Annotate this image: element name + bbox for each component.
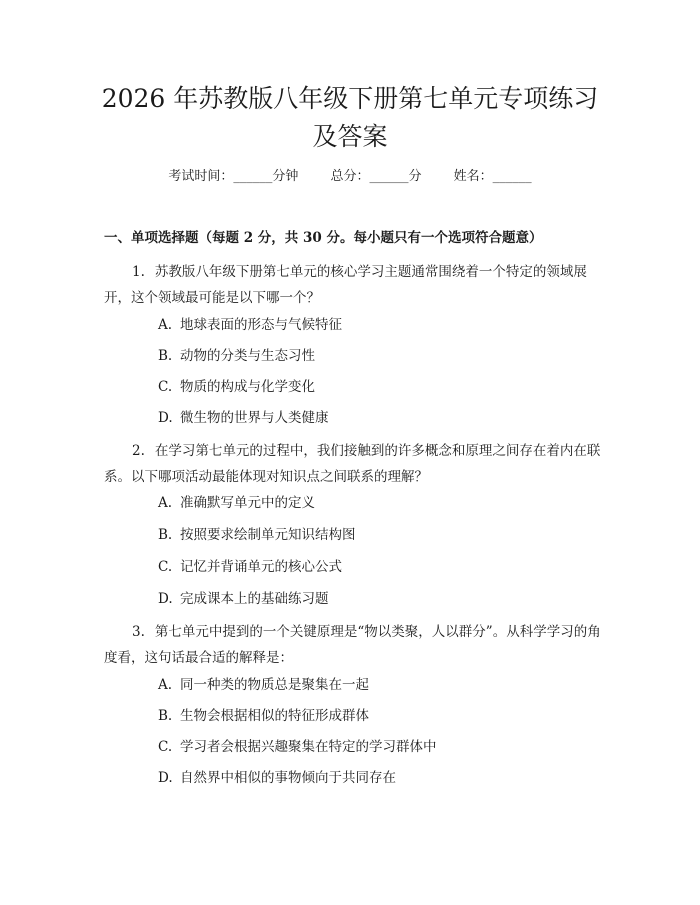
- title-line-1: 2026 年苏教版八年级下册第七单元专项练习: [101, 84, 599, 113]
- option-text: 地球表面的形态与气候特征: [180, 317, 342, 333]
- option-letter: B.: [158, 348, 173, 364]
- option-letter: A.: [158, 317, 173, 333]
- option-text: 物质的构成与化学变化: [180, 379, 315, 395]
- option-letter: B.: [158, 527, 173, 543]
- option-letter: D.: [158, 770, 173, 786]
- question-2-option-a: [158, 493, 315, 513]
- question-2: [104, 438, 602, 490]
- option-text: 微生物的世界与人类健康: [180, 410, 329, 426]
- option-text: 学习者会根据兴趣聚集在特定的学习群体中: [180, 739, 437, 755]
- option-text: 完成课本上的基础练习题: [180, 591, 329, 607]
- question-3-option-d: [158, 768, 396, 788]
- question-3-option-b: [158, 706, 369, 726]
- question-2-option-b: [158, 525, 356, 545]
- option-text: 准确默写单元中的定义: [180, 495, 315, 511]
- question-number: 3.: [132, 624, 145, 640]
- question-3-option-c: [158, 737, 437, 757]
- option-letter: C.: [158, 379, 173, 395]
- question-text: 第七单元中提到的一个关键原理是“物以类聚，人以群分”。从科学学习的角度看，这句话最合适的解释是：: [104, 624, 601, 666]
- question-2-option-d: [158, 589, 329, 609]
- question-1-option-d: [158, 408, 329, 428]
- question-2-option-c: [158, 557, 342, 577]
- page-title: [90, 80, 610, 156]
- student-name-field: 姓名：______: [453, 169, 532, 184]
- exam-meta: [0, 167, 700, 187]
- section-heading: 一、单项选择题（每题 2 分，共 30 分。每小题只有一个选项符合题意）: [104, 230, 543, 246]
- option-letter: B.: [158, 708, 173, 724]
- option-text: 按照要求绘制单元知识结构图: [180, 527, 356, 543]
- question-1-option-b: [158, 346, 315, 366]
- option-letter: A.: [158, 677, 173, 693]
- option-text: 自然界中相似的事物倾向于共同存在: [180, 770, 396, 786]
- exam-time-field: 考试时间：______分钟: [168, 169, 299, 184]
- question-1: [104, 259, 602, 311]
- question-3-option-a: [158, 675, 369, 695]
- option-text: 同一种类的物质总是聚集在一起: [180, 677, 369, 693]
- question-1-option-a: [158, 315, 342, 335]
- option-letter: D.: [158, 591, 173, 607]
- option-letter: A.: [158, 495, 173, 511]
- question-1-option-c: [158, 377, 315, 397]
- option-letter: D.: [158, 410, 173, 426]
- option-text: 生物会根据相似的特征形成群体: [180, 708, 369, 724]
- total-score-field: 总分：______分: [330, 169, 422, 184]
- option-text: 记忆并背诵单元的核心公式: [180, 559, 342, 575]
- question-text: 在学习第七单元的过程中，我们接触到的许多概念和原理之间存在着内在联系。以下哪项活动最能体现对知识点之间联系的理解？: [104, 443, 601, 485]
- question-3: [104, 619, 602, 671]
- question-number: 1.: [132, 264, 145, 280]
- question-text: 苏教版八年级下册第七单元的核心学习主题通常围绕着一个特定的领域展开，这个领域最可能是以下哪一个？: [104, 264, 587, 306]
- option-letter: C.: [158, 739, 173, 755]
- option-text: 动物的分类与生态习性: [180, 348, 315, 364]
- option-letter: C.: [158, 559, 173, 575]
- title-line-2: 及答案: [312, 122, 388, 151]
- question-number: 2.: [132, 443, 145, 459]
